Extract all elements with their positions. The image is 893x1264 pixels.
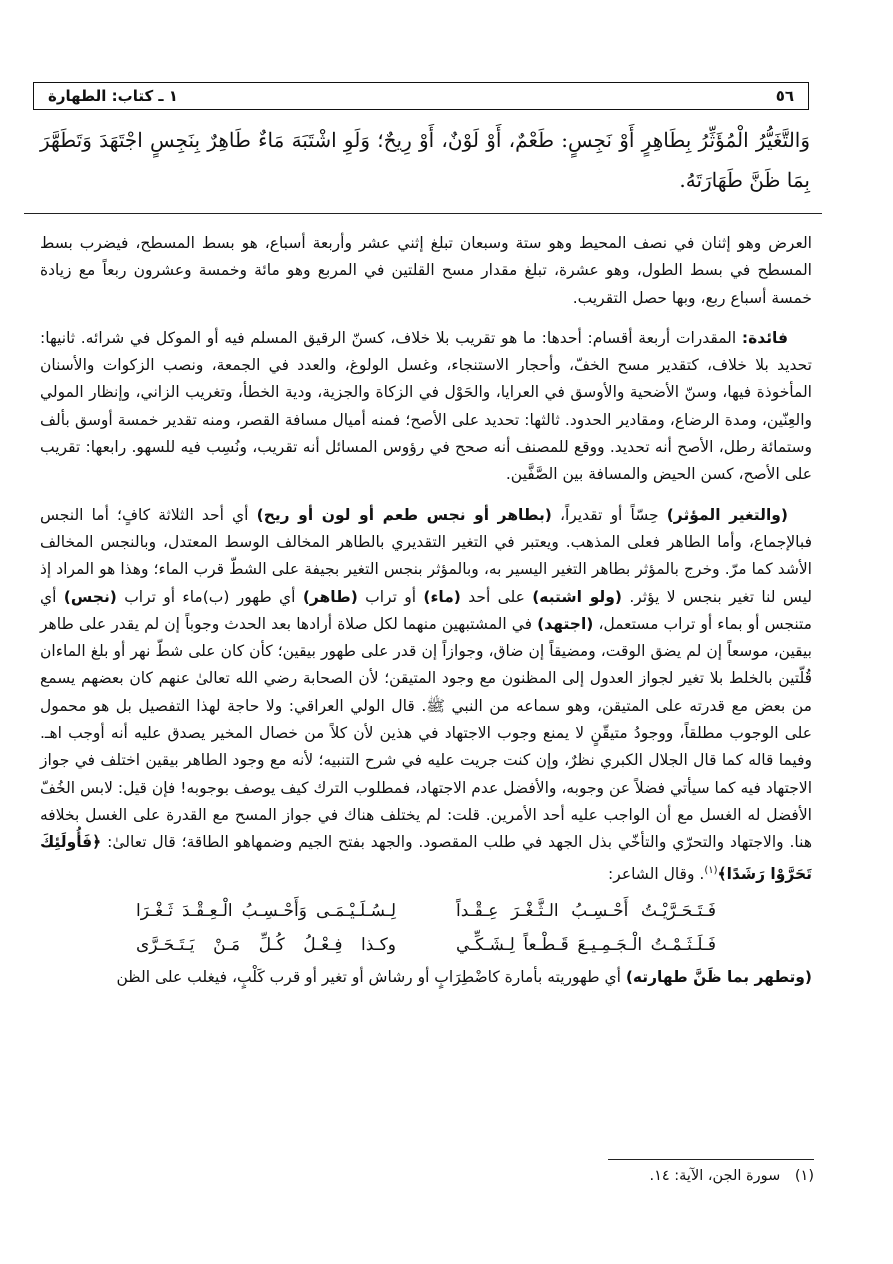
- quoted-matn: (اجتهد): [537, 614, 594, 633]
- footnote-marker: (١): [794, 1168, 814, 1184]
- matn-sharh-separator: [24, 213, 822, 214]
- matn-text: وَالتَّغَيُّرُ الْمُؤَثِّرُ بِطَاهِرٍ أَوْ نَجِسٍ: طَعْمٌ، أَوْ لَوْنٌ، أَوْ رِيحٌ؛ وَلَوِ اشْتَبَهَ مَاءٌ طَاهِرٌ بِنَجِسٍ اجْتَهَدَ وَتَطَهَّرَ بِمَا ظَنَّ طَهَارَتَهُ.: [40, 128, 810, 192]
- quoted-matn: (طاهر): [302, 587, 358, 606]
- hemistich-right: فَـتَـحَـرَّيْـتُ أَحْـسِـبُ الـثَّـغْـرَ عِـقْـداً: [456, 900, 716, 921]
- quoted-matn: (نجس): [63, 587, 117, 606]
- quoted-matn: (ماء): [423, 587, 461, 606]
- paragraph-faida: [40, 325, 812, 489]
- footnote-1: [649, 1168, 814, 1184]
- page-header: [33, 82, 809, 110]
- footnote-separator: [608, 1159, 814, 1160]
- hemistich-left: وكـذا فِـعْـلُ كُـلِّ مَـنْ يَـتَـحَـرَّى: [136, 934, 396, 955]
- quran-quote: ﴿فَأُولَئِكَ تَحَرَّوْا رَشَدًا﴾: [40, 833, 812, 883]
- hemistich-left: لِـسُـلَـيْـمَـى وَأَحْـسِـبُ الْـعِـقْـدَ ثَـغْـرَا: [136, 900, 396, 921]
- footnote-text: سورة الجن، الآية: ١٤.: [649, 1168, 781, 1184]
- commentary-text: حِسّاً أو تقديراً،: [551, 505, 667, 524]
- commentary-text: أي أحد الثلاثة كافٍ؛ أما النجس فبالإجماع، وأما الطاهر فعلى المذهب. ويعتبر في التغير التقديري بالطاهر المخالف الوسط المعتدل، وبالنجس المخالف الأشد كما مرّ. وخرج بالمؤثر بطاهر التغير اليسير به، وبالمؤثر بنجس التغير بجيفة على الشطّ قرب الماء؛ وهذا هو المراد إذ ليس لنا تغير بنجس لا يؤثر.: [40, 505, 812, 606]
- paragraph-1: العرض وهو إثنان في نصف المحيط وهو ستة وسبعان تبلغ إثني عشر وأربعة أسباع، هو بسط المسطح، فيضرب بسط المسطح في بسط الطول، وهو عشرة، تبلغ مقدار مسح القلتين في المربع وهو مائة وخمسة وعشرون ربعاً مع زيادة خمسة أسباع ربع، وبها حصل التقريب.: [40, 234, 812, 307]
- quoted-matn: (بطاهر أو نجس طعم أو لون أو ريح): [256, 505, 552, 524]
- poem-verse-2: [40, 928, 812, 962]
- commentary-text: أي طهوريته بأمارة كاضْطِرَابٍ أو رشاش أو تغير أو قرب كَلْبٍ، فيغلب على الظن: [116, 967, 626, 986]
- paragraph-final: [40, 964, 812, 991]
- running-head: ١ ـ كتاب: الطهارة: [48, 87, 178, 105]
- faida-text: المقدرات أربعة أقسام: أحدها: ما هو تقريب بلا خلاف، كسنّ الرقيق المسلم فيه أو الموكل في شرائه. ثانيها: تحديد بلا خلاف، كتقدير مسح الخفّ، وأحجار الاستنجاء، وغسل الولوغ، والعدد في الجمعة، ونصب الزكوات والأسنان المأخوذة فيها، وسنّ الأضحية والأوسق في العرايا، والحَوْل في الزكاة والجزية، ودية الخطأ، وتغريب الزاني، وإنظار المولي والعِنّين، ومدة الرضاع، ومقادير الحدود. ثالثها: تحديد على الأصح؛ فمنه أميال مسافة القصر، ومنه تقدير خمسة أوسق بألف وستمائة رطل، الأصح أنه تحديد. ووقع للمصنف أنه صحح في رؤوس المسائل أنه تقريب، ونُسِب فيه للسهو. رابعها: تقريب على الأصح، كسن الحيض والمسافة بين الصَّفَّين.: [40, 328, 812, 484]
- commentary-text: أي طهور (ب)ماء أو تراب: [116, 587, 303, 606]
- commentary-text: في المشتبهين منهما لكل صلاة أرادها بعد الحدث وجوباً إن لم يقدر على طاهر بيقين، موسعاً إن لم يضق الوقت، ومضيقاً إن ضاق، وجوازاً إن قدر على طهور بيقين؛ كأن كان على شطّ نهر أو بلغ الماءان قُلّتين بالخلط بلا تغير لجواز العدول إلى المظنون مع وجود المتيقن؛ لأن الصحابة رضي الله تعالىٰ عنهم كان بعضهم يسمع من بعض مع قدرته على المتيقن، وهو سماعه من النبي ﷺ. قال الولي العراقي: ولا حاجة لهذا التفصيل بل هو محمول على الوجوب مطلقاً، ووجودُ متيقّنٍ لا يمنع وجوب الاجتهاد في هذين لأن كلاً من خصال المخير يصدق عليه أنه أوجب اهـ. وفيما قاله كما قال الجلال الكبري نظرٌ، وإن كنت جريت عليه في شرح التنبيه؛ لأنه مع وجود الطاهر بيقين اختلف في جواز الاجتهاد فيه كما سيأتي فضلاً عن وجوبه، والأفضل عدم الاجتهاد، فمطلوب الترك كيف يوصف بوجوبه! فإن قيل: لابس الخُفّ الأفضل له الغسل مع أن الواجب عليه أحد الأمرين. قلت: لم يختلف هناك في جواز المسح مع القدرة على الغسل بخلافه هنا. والاجتهاد والتحرّي والتأخّي بذل الجهد في طلب المقصود. والجهد بفتح الجيم وضمهاهو الطاقة؛ قال تعالىٰ:: [40, 614, 812, 852]
- commentary-text: أو تراب: [357, 587, 424, 606]
- commentary-text: على أحد: [460, 587, 533, 606]
- footnote-ref[interactable]: (١): [704, 864, 718, 876]
- quoted-matn: (ولو اشتبه): [532, 587, 622, 606]
- paragraph-commentary: [40, 502, 812, 888]
- commentary-text: . وقال الشاعر:: [608, 864, 705, 883]
- commentary-text: أي متنجس أو بماء أو تراب مستعمل،: [40, 587, 812, 633]
- page-number: ٥٦: [775, 87, 794, 105]
- quoted-matn: (والتغير المؤثر): [666, 505, 788, 524]
- hemistich-right: فَـلَـثَـمْـتُ الْـجَـمِـيـعَ قَـطْـعاً لِـشَـكِّـي: [456, 934, 716, 955]
- faida-label: فائدة:: [741, 328, 788, 347]
- poem-verse-1: [40, 894, 812, 928]
- quoted-matn: (وتطهر بما ظَنَّ طهارته): [625, 967, 812, 986]
- sharh-body: [40, 230, 812, 991]
